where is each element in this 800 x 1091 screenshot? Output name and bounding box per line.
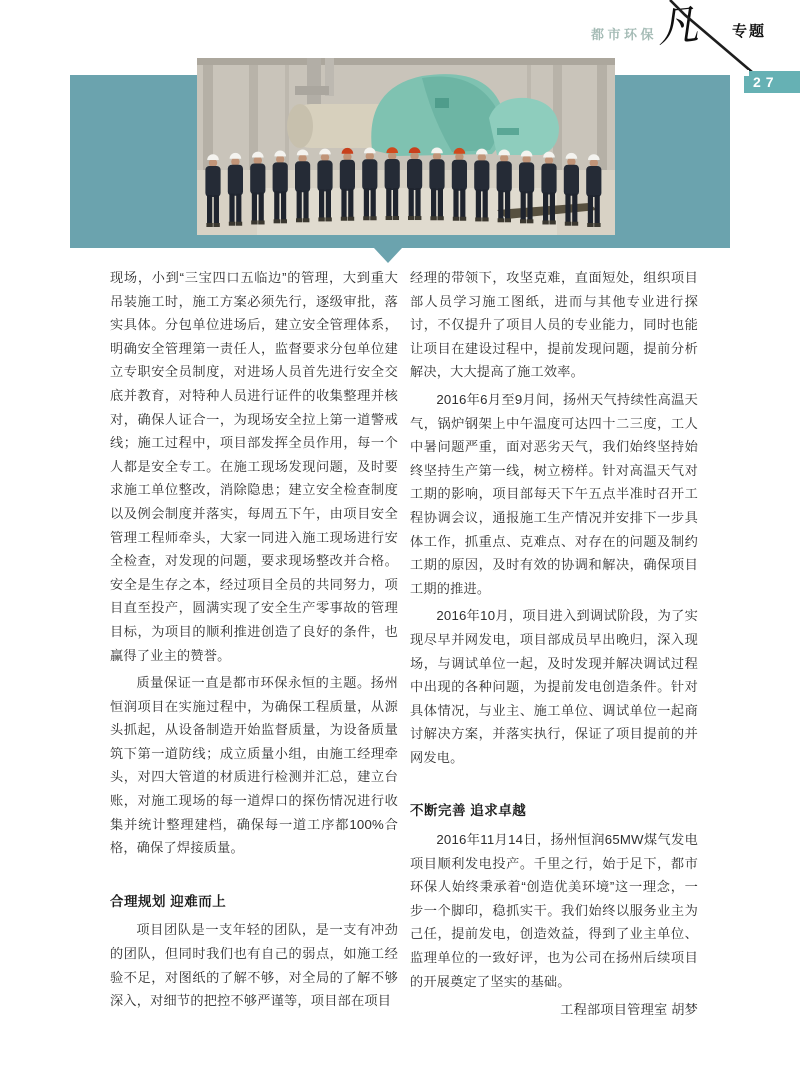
paragraph: 2016年6月至9月间，扬州天气持续性高温天气，锅炉钢架上中午温度可达四十二三度，工人中暑问题严重，面对恶劣天气，我们始终坚持始终坚持生产第一线，树立榜样。针对高温天气对工期的影响，项目部每天下午五点半准时召开工程协调会议，通报施工生产情况并安排下一步具体工作，抓重点、克难点、对存在的问题及制约工期的原因，及时有效的协调和解决，确保项目工期的推进。 [410,391,698,596]
page-number-box [744,71,800,93]
right-column [410,266,698,1026]
page-number: 27 [753,74,779,90]
paragraph: 质量保证一直是都市环保永恒的主题。扬州恒润项目在实施过程中，为确保工程质量，从源头抓起，从设备制造开始监督质量，为设备质量筑下第一道防线；成立质量小组，由施工经理牵头，对四大管道的材质进行检测并汇总，建立台账，对施工现场的每一道焊口的探伤情况进行收集并统计整理建档，确保每一道工序都100%合格，确保了焊接质量。 [110,675,398,856]
brand-calligraphy-logo-icon: 凡 [654,0,701,53]
paragraph: 现场，小到“三宝四口五临边”的管理，大到重大吊装施工时，施工方案必须先行，逐级审批，落实具体。分包单位进场后，建立安全管理体系，明确安全管理第一责任人，监督要求分包单位建立专职安全员制度，对进场人员首先进行安全交底并教育，对特种人员进行证件的收集整理并核对，确保人证合一，为现场安全拉上第一道警戒线；施工过程中，项目部发挥全员作用，每一个人都是安全专工。在施工现场发现问题，及时要求施工单位整改，消除隐患；建立安全检查制度以及例会制度并落实，每周五下午，由项目安全管理工程师牵头，大家一同进入施工现场进行安全检查，对发现的问题，要求现场整改并合格。安全是生存之本，经过项目全员的共同努力，项目直至投产，圆满实现了安全生产零事故的管理目标，为项目的顺利推进创造了良好的条件，也赢得了业主的赞誉。 [110,270,398,663]
team-group-photo [197,58,615,235]
paragraph: 2016年10月，项目进入到调试阶段，为了实现尽早并网发电，项目部成员早出晚归，深入现场，与调试单位一起，及时发现并解决调试过程中出现的各种问题，为提前发电创造条件。针对具体情况，与业主、施工单位、调试单位一起商讨解决方案，并落实执行，保证了项目提前的并网发电。 [410,608,698,765]
corner-notch [743,70,749,76]
section-heading: 不断完善 追求卓越 [410,803,527,819]
author-signature: 工程部项目管理室 胡梦 [560,1002,698,1018]
article-body [110,266,698,1026]
section-heading: 合理规划 迎难而上 [110,893,227,909]
paragraph: 项目团队是一支年轻的团队，是一支有冲劲的团队，但同时我们也有自己的弱点，如施工经验不足，对图纸的了解不够，对全局的了解不够深入，对细节的把控不够严谨等，项目部在项目 [110,922,398,1009]
banner-arrow-icon [374,248,402,263]
paragraph: 经理的带领下，攻坚克难，直面短处，组织项目部人员学习施工图纸，进而与其他专业进行探讨，不仅提升了项目人员的专业能力，同时也能让项目在建设过程中，提前发现问题，提前分析解决，大大提高了施工效率。 [410,270,698,380]
brand-name: 都市环保 [591,27,658,42]
section-label: 专题 [732,23,767,40]
left-column [110,266,398,1026]
paragraph: 2016年11月14日，扬州恒润65MW煤气发电项目顺利发电投产。千里之行，始于足下，都市环保人始终秉承着“创造优美环境”这一理念，一步一个脚印，稳抓实干。我们始终以服务业主为己任，提前发电，创造效益，得到了业主单位、监理单位的一致好评，也为公司在扬州后续项目的开展奠定了坚实的基础。 [410,832,698,989]
